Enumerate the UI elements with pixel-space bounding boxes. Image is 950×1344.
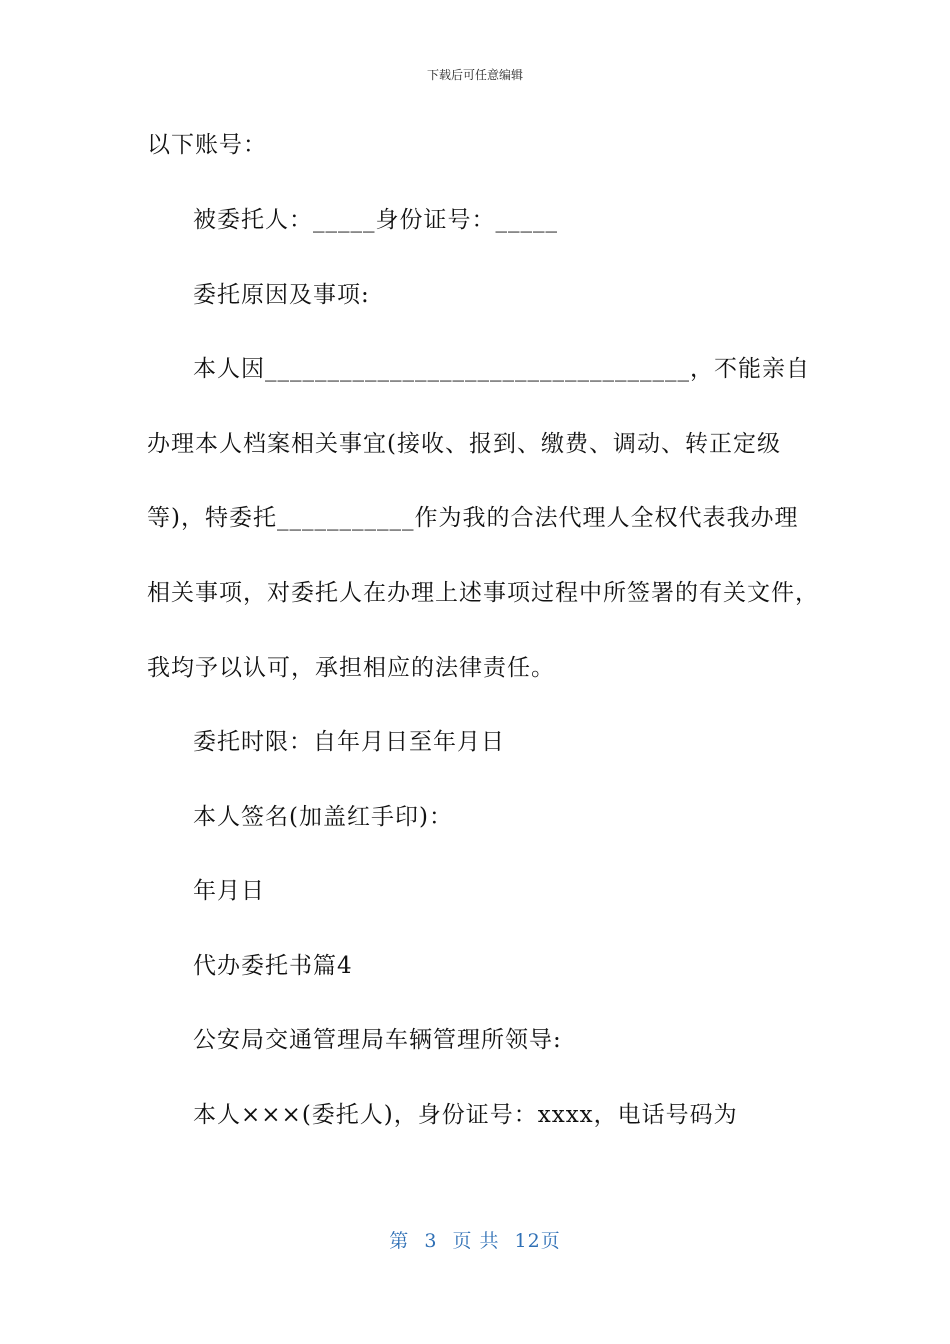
text-line-13: 公安局交通管理局车辆管理所领导: xyxy=(193,1027,562,1053)
text-line-6: 等)，特委托___________作为我的合法代理人全权代表我办理 xyxy=(147,505,799,531)
text-line-14: 本人×××(委托人)，身份证号：xxxx，电话号码为 xyxy=(193,1102,738,1128)
text-line-7: 相关事项，对委托人在办理上述事项过程中所签署的有关文件， xyxy=(147,580,819,606)
text-line-8: 我均予以认可，承担相应的法律责任。 xyxy=(147,655,555,681)
current-page-number: 3 xyxy=(424,1230,438,1252)
page-footer xyxy=(0,1226,950,1253)
text-line-1: 以下账号： xyxy=(147,132,267,158)
text-line-9: 委托时限：自年月日至年月日 xyxy=(193,729,505,755)
page-header-note: 下载后可任意编辑 xyxy=(426,68,523,82)
section-title: 代办委托书篇4 xyxy=(193,953,353,979)
page-prefix: 第 xyxy=(389,1230,410,1252)
text-line-2: 被委托人：_____身份证号：_____ xyxy=(193,207,558,233)
text-line-4: 本人因__________________________________，不能亲自 xyxy=(193,356,810,382)
total-pages: 12页 xyxy=(514,1230,561,1252)
text-line-3: 委托原因及事项: xyxy=(193,282,370,308)
text-line-11: 年月日 xyxy=(193,878,265,904)
page-mid-text: 页 共 xyxy=(452,1230,500,1252)
text-line-5: 办理本人档案相关事宜(接收、报到、缴费、调动、转正定级 xyxy=(147,431,781,457)
text-line-10: 本人签名(加盖红手印)： xyxy=(193,804,453,830)
